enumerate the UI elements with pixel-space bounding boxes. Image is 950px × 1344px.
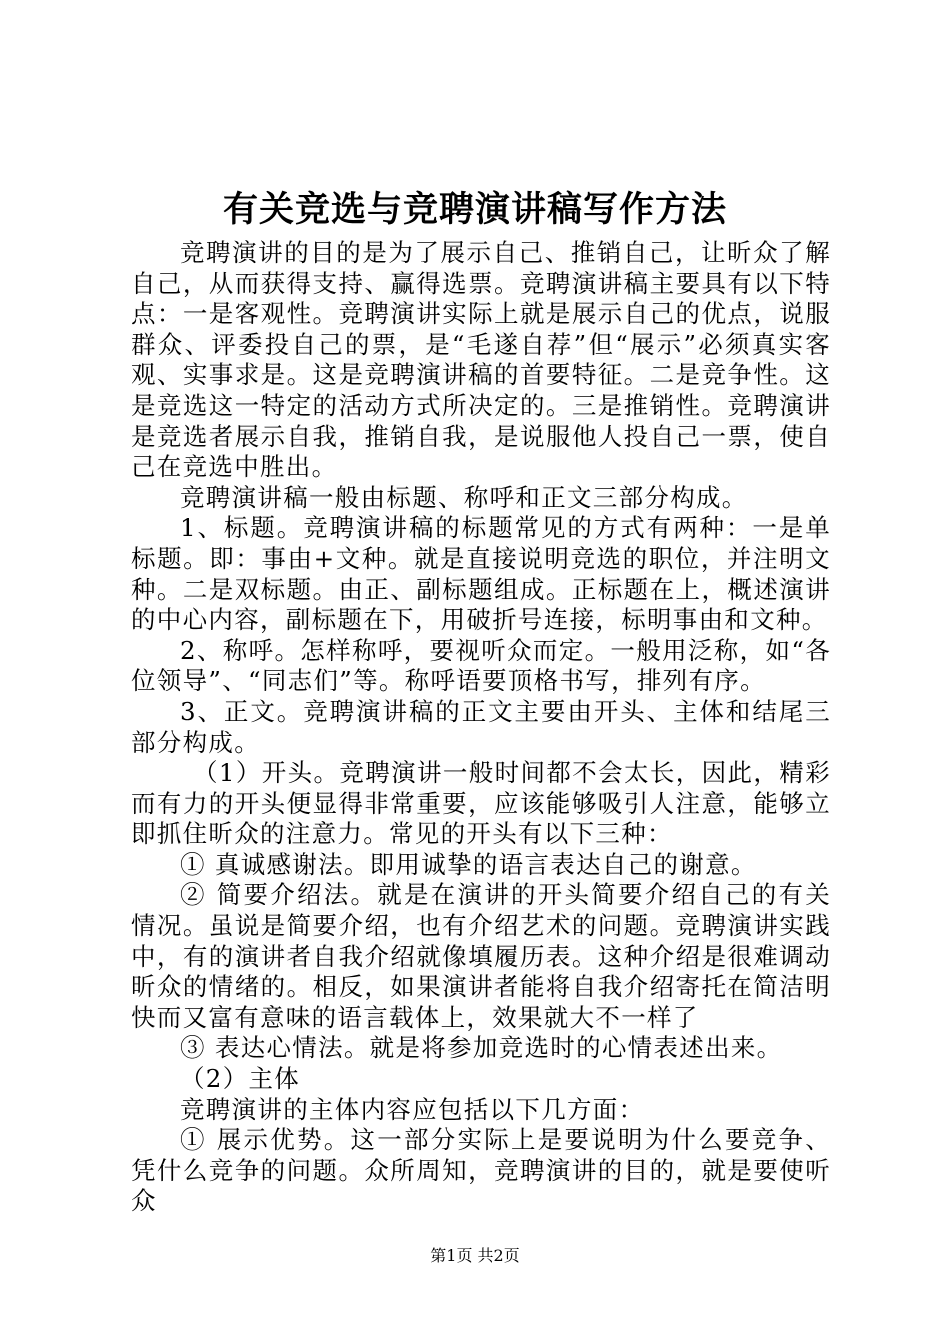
paragraph-main-intro: 竞聘演讲的主体内容应包括以下几方面： bbox=[180, 1094, 645, 1124]
paragraph-structure: 竞聘演讲稿一般由标题、称呼和正文三部分构成。 bbox=[180, 482, 748, 512]
paragraph-salutation-section: 2、称呼。怎样称呼，要视听众而定。一般用泛称，如“各位领导”、“同志们”等。称呼语要顶格书写，排列有序。 bbox=[131, 635, 831, 696]
paragraph-method-feelings: ③ 表达心情法。就是将参加竞选时的心情表述出来。 bbox=[180, 1033, 783, 1063]
paragraph-body-section: 3、正文。竞聘演讲稿的正文主要由开头、主体和结尾三部分构成。 bbox=[131, 696, 831, 757]
document-title: 有关竞选与竞聘演讲稿写作方法 bbox=[222, 189, 727, 230]
paragraph-intro: 竞聘演讲的目的是为了展示自己、推销自己，让昕众了解自己，从而获得支持、赢得选票。竞聘演讲稿主要具有以下特点：一是客观性。竞聘演讲实际上就是展示自己的优点，说服群众、评委投自己的票，是“毛遂自荐”但“展示”必须真实客观、实事求是。这是竞聘演讲稿的首要特征。二是竞争性。这是竞选这一特定的活动方式所决定的。三是推销性。竞聘演讲是竞选者展示自我，推销自我，是说服他人投自己一票，使自己在竞选中胜出。 bbox=[131, 238, 831, 482]
page-footer: 第1页 共2页 bbox=[430, 1246, 520, 1265]
document-body bbox=[131, 238, 831, 1217]
paragraph-opening: （1）开头。竞聘演讲一般时间都不会太长，因此，精彩而有力的开头便显得非常重要，应该能够吸引人注意，能够立即抓住昕众的注意力。常见的开头有以下三种： bbox=[131, 758, 831, 849]
paragraph-method-intro: ② 简要介绍法。就是在演讲的开头简要介绍自己的有关情况。虽说是简要介绍，也有介绍艺术的问题。竞聘演讲实践中，有的演讲者自我介绍就像填履历表。这种介绍是很难调动昕众的情绪的。相反，如果演讲者能将自我介绍寄托在简洁明快而又富有意味的语言载体上，效果就大不一样了 bbox=[131, 880, 831, 1032]
paragraph-title-section: 1、标题。竞聘演讲稿的标题常见的方式有两种：一是单标题。即：事由+文种。就是直接说明竞选的职位，并注明文种。二是双标题。由正、副标题组成。正标题在上，概述演讲的中心内容，副标题在下，用破折号连接，标明事由和文种。 bbox=[131, 513, 831, 635]
paragraph-show-advantages: ① 展示优势。这一部分实际上是要说明为什么要竞争、凭什么竞争的问题。众所周知，竞聘演讲的目的，就是要使听众 bbox=[131, 1125, 831, 1216]
paragraph-method-thanks: ① 真诚感谢法。即用诚挚的语言表达自己的谢意。 bbox=[180, 849, 757, 879]
paragraph-main-heading: （2）主体 bbox=[180, 1064, 301, 1094]
